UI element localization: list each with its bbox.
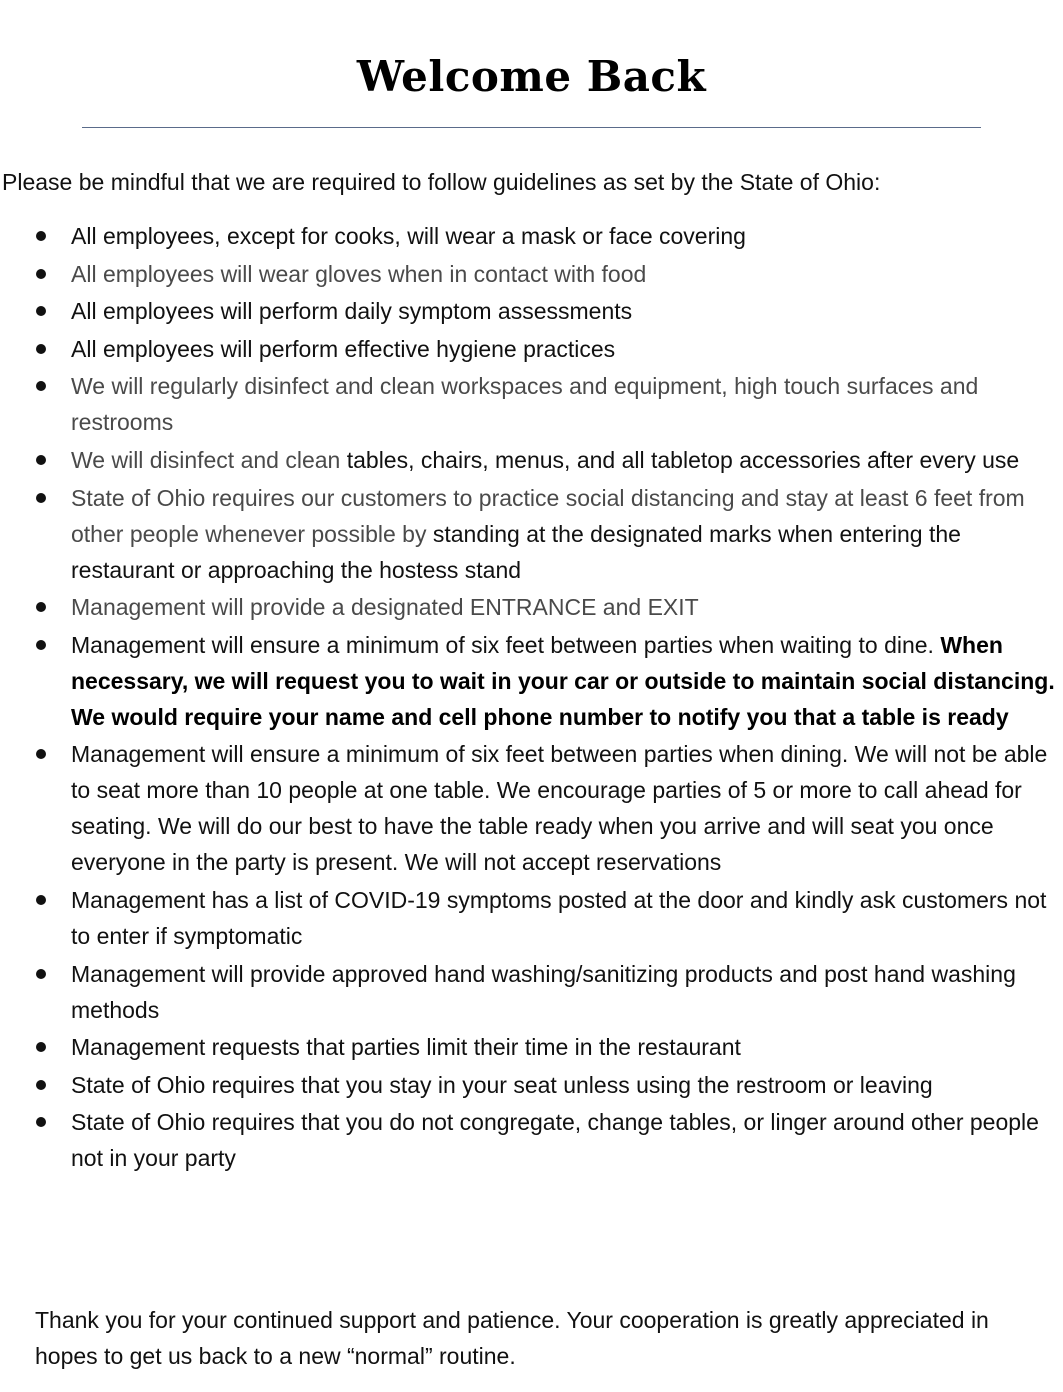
bullet-icon — [36, 1080, 46, 1090]
list-item — [0, 1067, 1063, 1103]
bullet-icon — [36, 231, 46, 241]
page-title: Welcome Back — [356, 52, 707, 101]
list-item-text-continued: standing at the designated marks when entering the restaurant or approaching the hostess stand — [71, 520, 961, 583]
list-item-text: We will regularly disinfect and clean workspaces and equipment, high touch surfaces and restrooms — [71, 373, 979, 436]
list-item-text: State of Ohio requires our customers to practice social distancing and stay at least 6 feet from other people whenever possible by — [71, 484, 1025, 547]
list-item — [0, 736, 1063, 880]
list-item — [0, 956, 1063, 1028]
guidelines-list — [0, 218, 1063, 1178]
list-item-text: Management will provide a designated ENTRANCE and EXIT — [71, 594, 699, 621]
closing-text: Thank you for your continued support and patience. Your cooperation is greatly appreciated in hopes to get us back to a new “normal” routine. — [35, 1307, 989, 1369]
list-item — [0, 589, 1063, 625]
list-item — [0, 293, 1063, 329]
list-item — [0, 882, 1063, 954]
list-item — [0, 218, 1063, 254]
list-item-text: Management will provide approved hand washing/sanitizing products and post hand washing methods — [71, 960, 1016, 1023]
list-item-text: Management will ensure a minimum of six feet between parties when waiting to dine. — [71, 631, 941, 658]
bullet-icon — [36, 749, 46, 759]
intro-text: Please be mindful that we are required to follow guidelines as set by the State of Ohio: — [2, 169, 881, 195]
list-item — [0, 1104, 1063, 1176]
bullet-icon — [36, 269, 46, 279]
bullet-icon — [36, 493, 46, 503]
bullet-icon — [36, 969, 46, 979]
list-item-text: State of Ohio requires that you do not congregate, change tables, or linger around other people not in your party — [71, 1109, 1039, 1172]
list-item-text: All employees will perform daily symptom assessments — [71, 298, 633, 325]
list-item — [0, 256, 1063, 292]
list-item — [0, 442, 1063, 478]
list-item-text-continued: tables, chairs, menus, and all tabletop accessories after every use — [346, 446, 1020, 473]
list-item-text: All employees, except for cooks, will wear a mask or face covering — [71, 223, 746, 249]
bullet-icon — [36, 895, 46, 905]
list-item-text: Management will ensure a minimum of six feet between parties when dining. We will not be able to seat more than 10 people at one table. We encourage parties of 5 or more to call ahead for seating. We will do our best to have the table ready when you arrive and will seat you once everyone in the party is present. We will not accept reservations — [71, 741, 1048, 876]
list-item-text: All employees will perform effective hygiene practices — [71, 335, 616, 362]
bullet-icon — [36, 344, 46, 354]
bullet-icon — [36, 640, 46, 650]
list-item — [0, 480, 1063, 588]
bullet-icon — [36, 1042, 46, 1052]
bullet-icon — [36, 1117, 46, 1127]
bullet-icon — [36, 381, 46, 391]
list-item-text: All employees will wear gloves when in contact with food — [71, 260, 647, 287]
list-item-bold-text: When necessary, we will request you to wait in your car or outside to maintain social distancing. We would require your name and cell phone number to notify you that a table is ready — [71, 631, 1055, 730]
bullet-icon — [36, 602, 46, 612]
list-item — [0, 627, 1063, 735]
list-item-text: Management has a list of COVID-19 symptoms posted at the door and kindly ask customers not to enter if symptomatic — [71, 886, 1047, 949]
list-item — [0, 331, 1063, 367]
bullet-icon — [36, 306, 46, 316]
bullet-icon — [36, 455, 46, 465]
list-item-text: We will disinfect and clean — [71, 446, 347, 473]
title-divider — [82, 127, 981, 128]
list-item-text: State of Ohio requires that you stay in your seat unless using the restroom or leaving — [71, 1071, 933, 1098]
list-item-text: Management requests that parties limit their time in the restaurant — [71, 1034, 741, 1061]
list-item — [0, 368, 1063, 440]
list-item — [0, 1029, 1063, 1065]
